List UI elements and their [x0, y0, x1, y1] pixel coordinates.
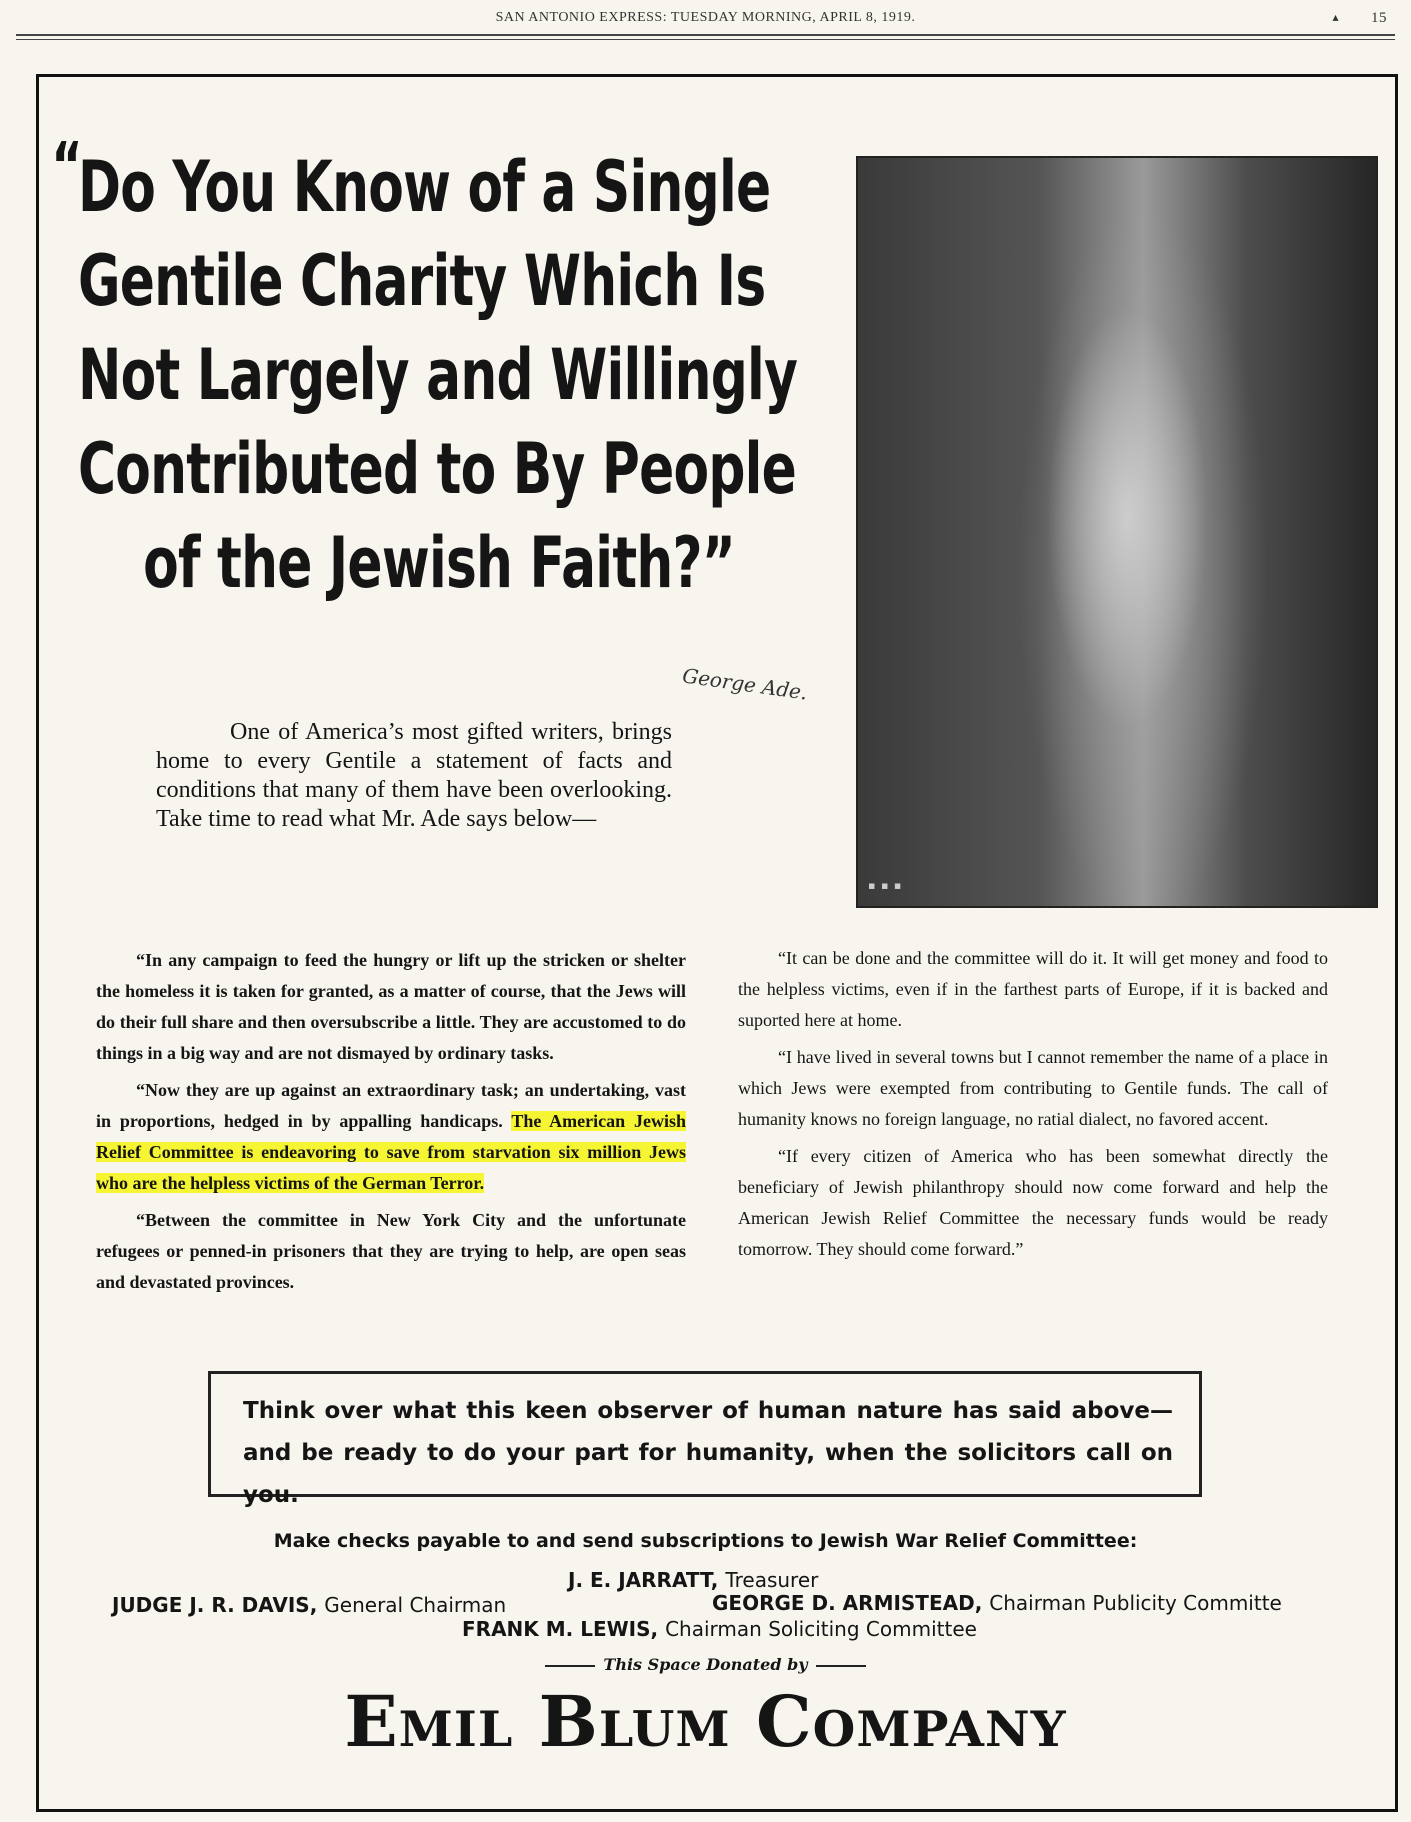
- officer-role: Chairman Publicity Committe: [989, 1591, 1282, 1615]
- left-column: [96, 945, 686, 1304]
- paragraph: “I have lived in several towns but I cannot remember the name of a place in which Jews were exempted from contributing to Gentile funds. The call of humanity knows no foreign language, no ratial dialect, no favored accent.: [738, 1047, 1328, 1129]
- officer-soliciting-chairman: [462, 1617, 977, 1641]
- intro-paragraph: One of America’s most gifted writers, brings home to every Gentile a statement of facts and conditions that many of them have been overlooking. Take time to read what Mr. Ade says below—: [156, 719, 672, 832]
- newspaper-dateline: SAN ANTONIO EXPRESS: TUESDAY MORNING, APRIL 8, 1919.: [495, 10, 916, 25]
- checks-instruction: Make checks payable to and send subscriptions to Jewish War Relief Committee:: [273, 1530, 1138, 1552]
- author-signature: George Ade.: [680, 663, 809, 705]
- paragraph: “In any campaign to feed the hungry or lift up the stricken or shelter the homeless it is taken for granted, as a matter of course, that the Jews will do their full share and then oversubscribe a little. They are accustomed to do things in a big way and are not dismayed by ordinary tasks.: [96, 950, 686, 1063]
- author-portrait: [856, 156, 1378, 908]
- page-mark-icon: ▴: [1332, 10, 1339, 24]
- paragraph: [96, 1075, 686, 1199]
- officer-publicity-chairman: [712, 1591, 1282, 1615]
- sponsor-company-name: Emil Blum Company: [344, 1680, 1067, 1763]
- officer-role: Treasurer: [725, 1568, 819, 1592]
- highlighted-text: The American Jewish Relief Committee is endeavoring to save from starvation six million Jews who are the helpless victims of the German Terror.: [96, 1111, 686, 1193]
- right-column: [738, 943, 1328, 1271]
- masthead-rule-thin: [16, 39, 1395, 40]
- headline-line: Do You Know of a Single: [78, 146, 771, 228]
- headline-open-quote: “: [51, 130, 82, 204]
- officer-role: General Chairman: [324, 1593, 507, 1617]
- officer-name: JUDGE J. R. DAVIS,: [112, 1593, 318, 1617]
- headline-line: Gentile Charity Which Is: [78, 240, 766, 322]
- officer-role: Chairman Soliciting Committee: [665, 1617, 977, 1641]
- headline-line: Not Largely and Willingly: [78, 334, 798, 416]
- callout-box: Think over what this keen observer of human nature has said above—and be ready to do your part for humanity, when the solicitors call on you.: [208, 1371, 1202, 1497]
- headline: [51, 130, 840, 610]
- paragraph: “Between the committee in New York City and the unfortunate refugees or penned-in prisoners that they are trying to help, are open seas and devastated provinces.: [96, 1210, 686, 1292]
- photo-credit-mark: ▪ ▪ ▪: [868, 879, 903, 892]
- masthead-rule: [16, 34, 1395, 36]
- officer-treasurer: [568, 1568, 818, 1592]
- donated-text: This Space Donated by: [603, 1655, 808, 1674]
- officer-name: FRANK M. LEWIS,: [462, 1617, 659, 1641]
- paragraph-text: “Now they are up against an extraordinary task; an undertaking, vast in proportions, hedged in by appalling handicaps.: [96, 1080, 686, 1131]
- officer-general-chairman: [112, 1593, 506, 1617]
- officer-name: J. E. JARRATT,: [568, 1568, 719, 1592]
- page-number: 15: [1371, 10, 1387, 26]
- masthead: [20, 8, 1391, 32]
- divider: [545, 1665, 595, 1667]
- paragraph: “If every citizen of America who has been somewhat directly the beneficiary of Jewish philanthropy should now come forward and help the American Jewish Relief Committee the necessary funds would be ready tomorrow. They should come forward.”: [738, 1146, 1328, 1259]
- officer-name: GEORGE D. ARMISTEAD,: [712, 1591, 983, 1615]
- headline-line: Contributed to By People: [78, 428, 797, 510]
- headline-line: of the Jewish Faith?”: [143, 522, 736, 604]
- donated-by-line: [0, 1655, 1411, 1674]
- divider: [816, 1665, 866, 1667]
- paragraph: “It can be done and the committee will do it. It will get money and food to the helpless victims, even if in the farthest parts of Europe, if it is backed and suported here at home.: [738, 948, 1328, 1030]
